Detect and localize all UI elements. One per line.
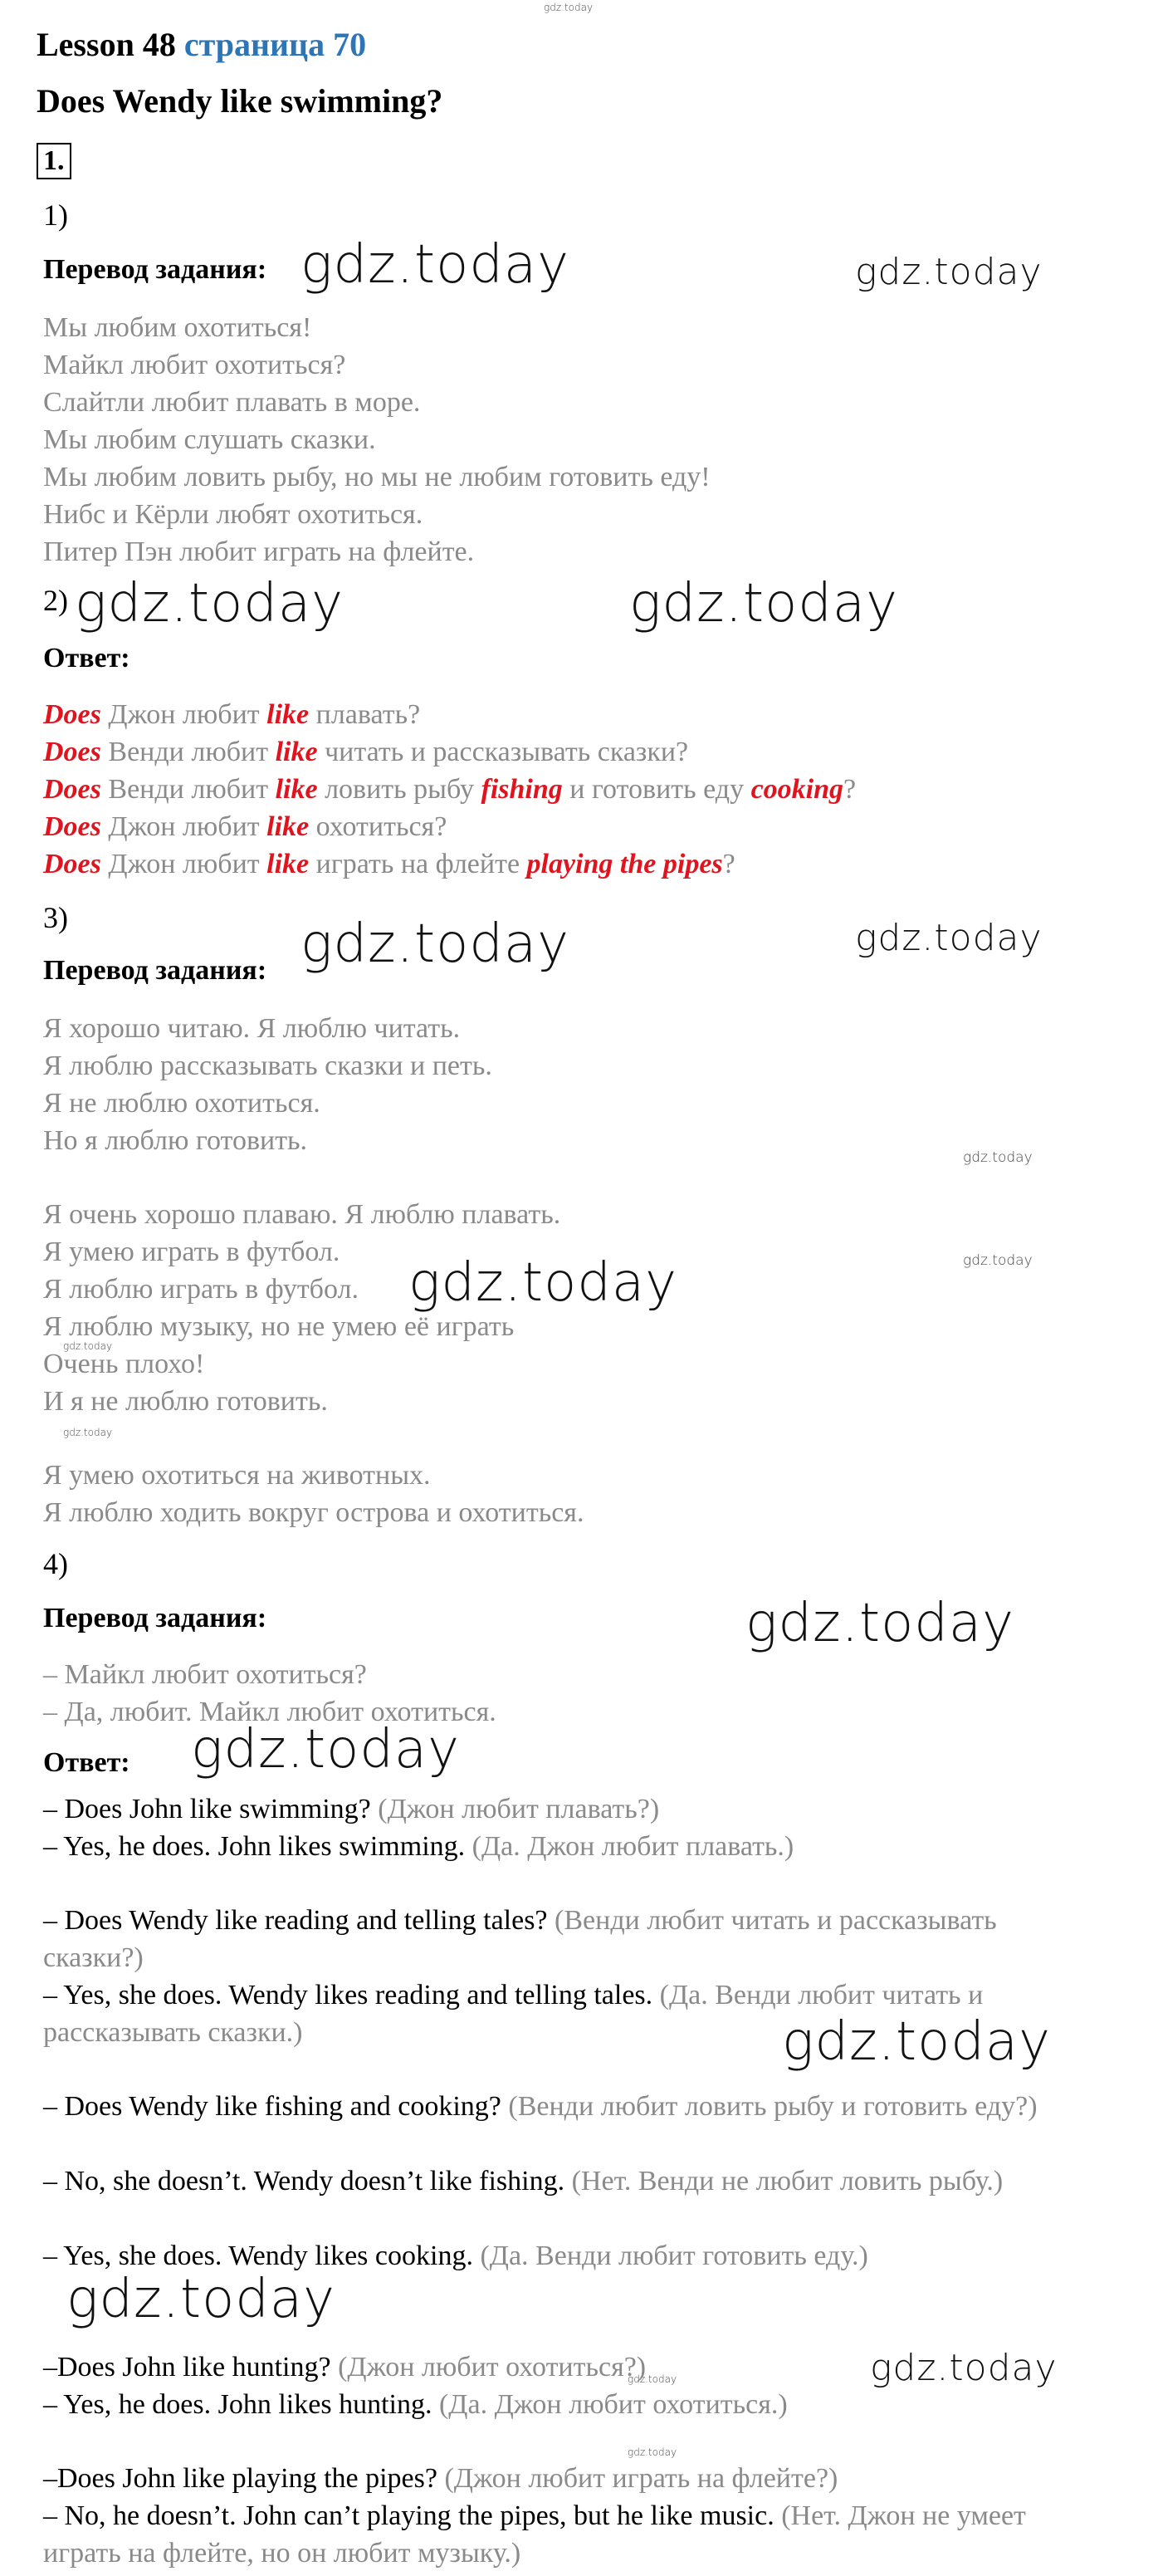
dialog-english: – Yes, she does. Wendy likes reading and telling tales. — [43, 1980, 653, 2010]
dialog-russian: (Нет. Джон не умеет играть на флейте, но он любит музыку.) — [43, 2500, 1026, 2569]
dialog-english: – Does Wendy like fishing and cooking? — [43, 2091, 501, 2122]
dialog-russian: (Да. Венди любит читать и рассказывать сказки.) — [43, 1980, 984, 2048]
translation-line: Мы любим слушать сказки. — [43, 424, 376, 455]
dialog-english: – Does Wendy like reading and telling tales? — [43, 1905, 548, 1936]
watermark-text: gdz.today — [544, 2, 594, 13]
watermark-text: gdz.today — [963, 1149, 1033, 1166]
watermark-text: gdz.today — [782, 2011, 1051, 2073]
answer-line — [43, 733, 856, 771]
dialog-russian: (Да. Джон любит охотиться.) — [432, 2389, 788, 2420]
section-3-block-1 — [43, 1010, 492, 1159]
keyword-does: Does — [43, 737, 101, 767]
section-4-label: 4) — [43, 1547, 68, 1580]
watermark-text: gdz.today — [300, 913, 569, 975]
keyword-fishing: fishing — [481, 774, 563, 805]
translation-line: Питер Пэн любит играть на флейте. — [43, 536, 475, 567]
dialog-russian: (Джон любит охотиться?) — [330, 2352, 647, 2383]
keyword-like: like — [266, 811, 310, 842]
keyword-like: like — [266, 849, 310, 879]
answer-line — [43, 696, 856, 733]
translation-line: И я не люблю готовить. — [43, 1386, 328, 1417]
keyword-like: like — [275, 774, 318, 805]
answer-text: Джон любит — [100, 849, 267, 879]
lesson-subtitle: Does Wendy like swimming? — [37, 82, 443, 120]
dialog-russian: (Венди любит ловить рыбу и готовить еду?) — [501, 2091, 1038, 2122]
dialog-english: – No, he doesn’t. John can’t playing the pipes, but he like music. — [43, 2500, 774, 2531]
answer-text: охотиться? — [309, 811, 447, 842]
lesson-prefix: Lesson 48 — [37, 26, 176, 63]
translation-line: Я очень хорошо плаваю. Я люблю плавать. — [43, 1199, 561, 1230]
dialog-russian: (Да. Венди любит готовить еду.) — [472, 2241, 868, 2271]
translation-line: Я умею играть в футбол. — [43, 1237, 340, 1267]
section-4-task-lines — [43, 1656, 496, 1731]
section-3-label: 3) — [43, 901, 68, 934]
keyword-does: Does — [43, 849, 101, 879]
section-1-label: 1) — [43, 198, 68, 232]
keyword-playing-the-pipes: playing the pipes — [526, 849, 723, 879]
translation-line: Я люблю рассказывать сказки и петь. — [43, 1050, 492, 1081]
dialog-russian: (Да. Джон любит плавать.) — [465, 1831, 794, 1862]
watermark-text: gdz.today — [745, 1593, 1014, 1654]
section-3-block-3 — [43, 1457, 584, 1531]
section-1-lines — [43, 309, 711, 571]
exercise-number: 1. — [37, 143, 71, 179]
watermark-text: gdz.today — [408, 1252, 677, 1314]
dialog-line — [43, 2386, 1089, 2423]
keyword-does: Does — [43, 774, 101, 805]
dialog-russian: (Венди любит читать и рассказывать сказки?) — [43, 1905, 997, 1973]
dialog-russian: (Джон любит плавать?) — [370, 1794, 660, 1824]
translation-line: Но я люблю готовить. — [43, 1125, 308, 1156]
section-2-label: 2) — [43, 584, 68, 617]
watermark-text: gdz.today — [628, 2373, 677, 2385]
watermark-text: gdz.today — [63, 1340, 113, 1352]
answer-text: ловить рыбу — [317, 774, 481, 805]
answer-line — [43, 771, 856, 808]
answer-text: Венди любит — [100, 737, 276, 767]
answer-text: ? — [843, 774, 857, 805]
translation-line: Майкл любит охотиться? — [43, 350, 346, 380]
translation-line: Очень плохо! — [43, 1349, 205, 1379]
keyword-does: Does — [43, 811, 101, 842]
lesson-page: страница 70 — [183, 26, 367, 63]
dialog-english: – Yes, he does. John likes swimming. — [43, 1831, 466, 1862]
dialog-line — [43, 2460, 1089, 2497]
section-2-answers — [43, 696, 856, 883]
answer-text: ? — [722, 849, 735, 879]
watermark-text: gdz.today — [300, 234, 569, 296]
dialog-line — [43, 2162, 1089, 2200]
answer-text: и готовить еду — [562, 774, 751, 805]
translation-line: – Да, любит. Майкл любит охотиться. — [43, 1697, 496, 1727]
keyword-like: like — [266, 699, 310, 730]
answer-text: читать и рассказывать сказки? — [317, 737, 689, 767]
answer-line — [43, 845, 856, 883]
translation-line: Я люблю играть в футбол. — [43, 1274, 359, 1305]
watermark-text: gdz.today — [66, 2269, 335, 2330]
dialog-russian: (Джон любит играть на флейте?) — [437, 2463, 838, 2494]
translation-line: Я хорошо читаю. Я люблю читать. — [43, 1013, 461, 1044]
answer-text: Венди любит — [100, 774, 276, 805]
dialog-line — [43, 2497, 1089, 2572]
dialog-english: – Does John like swimming? — [43, 1794, 371, 1824]
section-2-answer-label: Ответ: — [43, 643, 130, 673]
section-4-task-label: Перевод задания: — [43, 1603, 267, 1633]
keyword-does: Does — [43, 699, 101, 730]
answer-text: играть на флейте — [309, 849, 527, 879]
dialog-english: – No, she doesn’t. Wendy doesn’t like fishing. — [43, 2166, 565, 2196]
answer-text: Джон любит — [100, 699, 267, 730]
watermark-text: gdz.today — [191, 1719, 460, 1780]
translation-line: Мы любим охотиться! — [43, 312, 312, 343]
watermark-text: gdz.today — [628, 2446, 677, 2458]
translation-line: – Майкл любит охотиться? — [43, 1659, 367, 1690]
section-3-block-2 — [43, 1196, 560, 1420]
answer-text: плавать? — [309, 699, 421, 730]
translation-line: Я люблю ходить вокруг острова и охотиться. — [43, 1497, 584, 1528]
dialog-english: – Yes, she does. Wendy likes cooking. — [43, 2241, 473, 2271]
translation-line: Мы любим ловить рыбу, но мы не любим готовить еду! — [43, 462, 711, 492]
dialog-line — [43, 1790, 1089, 1828]
watermark-text: gdz.today — [855, 917, 1043, 959]
watermark-text: gdz.today — [870, 2347, 1058, 2389]
keyword-like: like — [275, 737, 318, 767]
section-3-task-label: Перевод задания: — [43, 955, 267, 986]
translation-line: Я люблю музыку, но не умею её играть — [43, 1311, 515, 1342]
keyword-cooking: cooking — [750, 774, 844, 805]
watermark-text: gdz.today — [63, 1427, 113, 1438]
watermark-text: gdz.today — [855, 251, 1043, 293]
dialog-line — [43, 1828, 1089, 1865]
answer-line — [43, 808, 856, 845]
dialog-line — [43, 2348, 1089, 2386]
section-1-task-label: Перевод задания: — [43, 254, 267, 285]
watermark-text: gdz.today — [963, 1252, 1033, 1269]
dialog-english: –Does John like hunting? — [43, 2352, 331, 2383]
dialog-english: – Yes, he does. John likes hunting. — [43, 2389, 432, 2420]
translation-line: Я не люблю охотиться. — [43, 1088, 320, 1119]
translation-line: Нибс и Кёрли любят охотиться. — [43, 499, 423, 530]
translation-line: Слайтли любит плавать в море. — [43, 387, 421, 418]
watermark-text: gdz.today — [75, 573, 344, 634]
section-4-answer-label: Ответ: — [43, 1747, 130, 1778]
dialog-english: –Does John like playing the pipes? — [43, 2463, 437, 2494]
dialog-line — [43, 2088, 1089, 2125]
translation-line: Я умею охотиться на животных. — [43, 1460, 431, 1491]
dialog-russian: (Нет. Венди не любит ловить рыбу.) — [564, 2166, 1004, 2196]
dialog-line — [43, 2237, 1089, 2275]
answer-text: Джон любит — [100, 811, 267, 842]
lesson-title — [37, 25, 366, 64]
dialog-line — [43, 1976, 1089, 2051]
watermark-text: gdz.today — [629, 573, 898, 634]
dialog-line — [43, 1902, 1089, 1976]
